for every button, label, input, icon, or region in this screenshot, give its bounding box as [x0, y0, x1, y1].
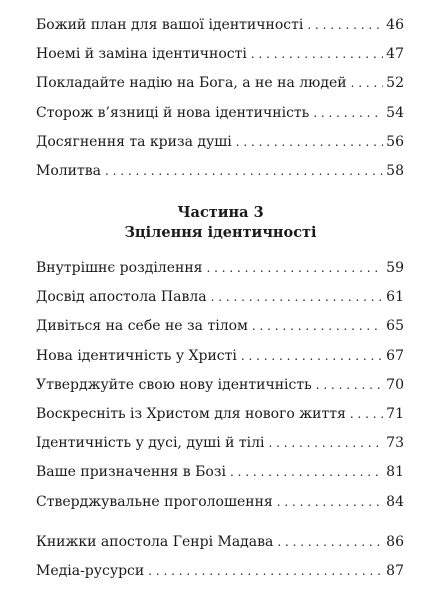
- toc-entry-page: 58: [386, 162, 404, 179]
- toc-entry-title: Дивіться на себе не за тілом: [36, 318, 248, 335]
- toc-dot-leader: [105, 157, 383, 186]
- toc-dot-leader: [313, 99, 383, 128]
- toc-entry-title: Книжки апостола Генрі Мадава: [36, 534, 274, 550]
- toc-entry-title: Покладайте надію на Бога, а не на людей: [36, 75, 347, 92]
- section-label: Частина 3: [177, 204, 264, 221]
- toc-entry-page: 46: [386, 17, 404, 33]
- toc-entry[interactable]: [36, 254, 404, 283]
- toc-dot-leader: [230, 458, 383, 487]
- toc-dot-leader: [251, 40, 383, 69]
- toc-entry-title: Медіа-русурси: [36, 563, 145, 580]
- toc-entry-title: Досягнення та криза душі: [36, 133, 232, 150]
- toc-entry-page: 84: [386, 493, 404, 510]
- toc-entry-title: Ноемі й заміна ідентичності: [36, 46, 247, 63]
- toc-entry[interactable]: [36, 429, 404, 458]
- toc-entry-title: Нова ідентичність у Христі: [36, 347, 237, 364]
- toc-entry-page: 47: [386, 46, 404, 63]
- toc-entry[interactable]: [36, 557, 404, 586]
- toc-entry[interactable]: [36, 128, 404, 157]
- toc-entry[interactable]: [36, 312, 404, 341]
- toc-entry[interactable]: [36, 40, 404, 69]
- toc-entry[interactable]: [36, 528, 404, 557]
- toc-dot-leader: [307, 11, 383, 40]
- toc-entry-page: 87: [386, 563, 404, 580]
- toc-entry-page: 73: [386, 435, 404, 452]
- toc-dot-leader: [148, 557, 383, 586]
- toc-dot-leader: [316, 371, 383, 400]
- toc-dot-leader: [277, 528, 383, 557]
- toc-list-part2: [36, 11, 404, 186]
- toc-entry-page: 67: [386, 347, 404, 364]
- toc-entry-page: 61: [386, 289, 404, 306]
- toc-entry[interactable]: [36, 458, 404, 487]
- toc-dot-leader: [277, 488, 383, 517]
- toc-entry-title: Божий план для вашої ідентичності: [36, 17, 304, 33]
- toc-entry[interactable]: [36, 342, 404, 371]
- toc-entry-page: 59: [386, 260, 404, 276]
- toc-entry-page: 65: [386, 318, 404, 335]
- section-title: Зцілення ідентичності: [124, 224, 317, 241]
- section-heading: [0, 203, 441, 243]
- toc-dot-leader: [236, 128, 383, 157]
- toc-dot-leader: [350, 400, 383, 429]
- toc-entry-title: Воскресніть із Христом для нового життя: [36, 405, 346, 422]
- toc-entry[interactable]: [36, 371, 404, 400]
- toc-entry-title: Молитва: [36, 162, 101, 179]
- toc-entry-page: 52: [386, 75, 404, 92]
- toc-dot-leader: [252, 312, 383, 341]
- toc-entry-page: 56: [386, 133, 404, 150]
- toc-entry[interactable]: [36, 488, 404, 517]
- toc-entry-title: Досвід апостола Павла: [36, 289, 207, 306]
- toc-entry-title: Ідентичність у дусі, душі й тілі: [36, 435, 265, 452]
- toc-entry[interactable]: [36, 99, 404, 128]
- toc-list-back-matter: [36, 528, 404, 586]
- toc-dot-leader: [206, 254, 383, 283]
- toc-entry-page: 81: [386, 464, 404, 481]
- toc-dot-leader: [211, 283, 384, 312]
- toc-entry-page: 86: [386, 534, 404, 550]
- toc-entry-page: 70: [386, 376, 404, 393]
- toc-entry[interactable]: [36, 11, 404, 40]
- toc-entry-page: 71: [386, 405, 404, 422]
- toc-entry-title: Сторож в’язниці й нова ідентичність: [36, 104, 310, 121]
- toc-entry-page: 54: [386, 104, 404, 121]
- toc-entry[interactable]: [36, 400, 404, 429]
- toc-dot-leader: [351, 69, 384, 98]
- toc-entry[interactable]: [36, 283, 404, 312]
- toc-list-part3: [36, 254, 404, 517]
- toc-dot-leader: [241, 342, 383, 371]
- toc-entry-title: Стверджувальне проголошення: [36, 493, 273, 510]
- toc-entry[interactable]: [36, 69, 404, 98]
- toc-dot-leader: [269, 429, 384, 458]
- toc-entry-title: Внутрішнє розділення: [36, 260, 203, 276]
- toc-entry-title: Ваше призначення в Бозі: [36, 464, 226, 481]
- toc-entry-title: Утверджуйте свою нову ідентичність: [36, 376, 312, 393]
- toc-entry[interactable]: [36, 157, 404, 186]
